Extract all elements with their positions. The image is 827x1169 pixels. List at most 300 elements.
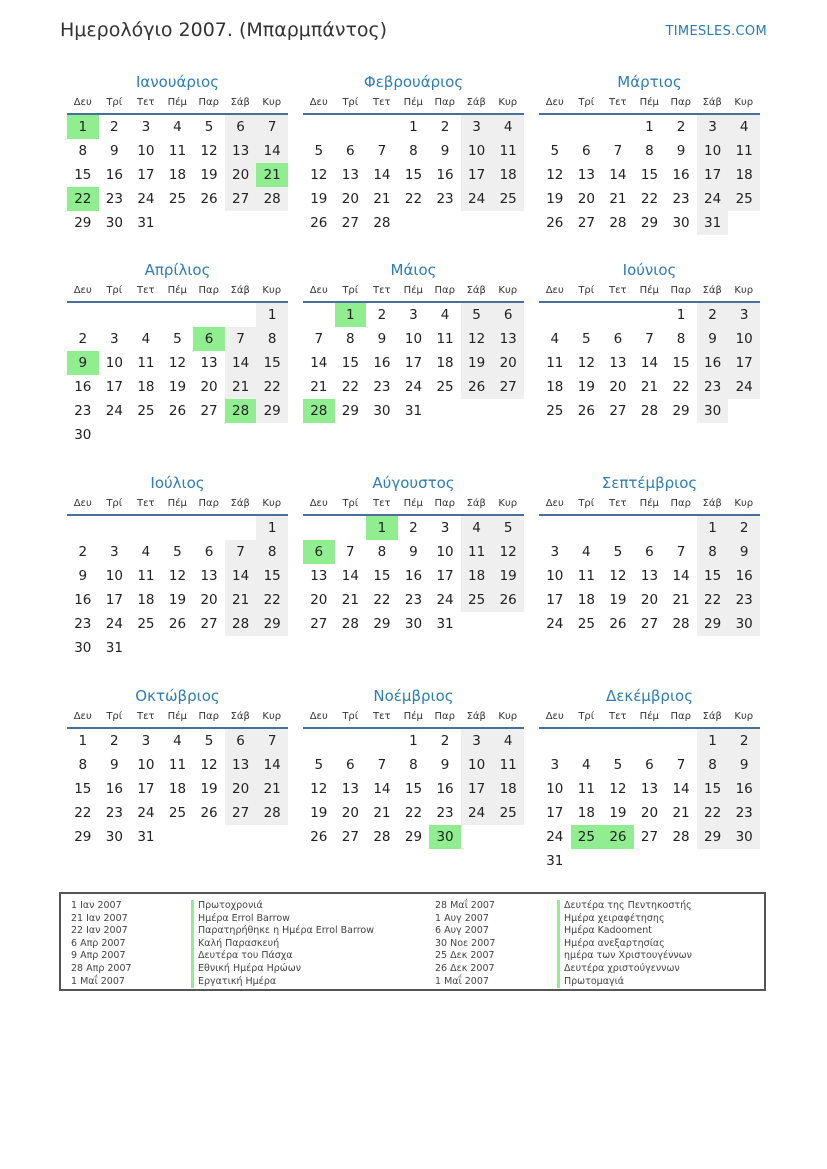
weekday-label: Σάβ bbox=[230, 285, 250, 296]
month-block bbox=[303, 70, 524, 235]
weekday-label: Δευ bbox=[545, 285, 564, 296]
month-name: Νοέμβριος bbox=[373, 687, 454, 705]
day-cell: 5 bbox=[173, 331, 182, 347]
legend-date: 25 Δεκ 2007 bbox=[435, 950, 495, 962]
day-cell: 11 bbox=[436, 331, 454, 347]
empty-cell bbox=[634, 729, 666, 753]
day-cell: 19 bbox=[168, 379, 187, 395]
empty-cell bbox=[665, 729, 697, 753]
day-cell: 3 bbox=[110, 331, 119, 347]
weekday-label: Τετ bbox=[372, 711, 391, 722]
day-cell: 26 bbox=[168, 616, 187, 632]
day-cell: 22 bbox=[404, 191, 423, 207]
day-cell: 8 bbox=[409, 143, 418, 159]
day-cell: 16 bbox=[728, 564, 760, 588]
day-cell: 22 bbox=[697, 588, 729, 612]
day-cell: 3 bbox=[141, 733, 151, 749]
day-cell: 23 bbox=[728, 801, 760, 825]
weekday-label: Δευ bbox=[545, 498, 564, 509]
day-cell: 18 bbox=[461, 564, 493, 588]
weekday-label: Τετ bbox=[136, 97, 155, 108]
day-cell: 22 bbox=[74, 805, 92, 821]
day-cell: 26 bbox=[200, 805, 218, 821]
weekday-label: Παρ bbox=[670, 285, 691, 296]
day-cell: 26 bbox=[492, 588, 524, 612]
empty-cell bbox=[162, 516, 194, 540]
weekday-header bbox=[67, 94, 288, 115]
day-cell: 28 bbox=[609, 215, 627, 231]
day-cell: 1 bbox=[697, 729, 729, 753]
weekday-label: Κυρ bbox=[734, 498, 754, 509]
day-cell: 9 bbox=[110, 143, 119, 159]
empty-cell bbox=[539, 115, 571, 139]
day-cell: 10 bbox=[461, 139, 493, 163]
day-cell: 7 bbox=[676, 544, 686, 560]
weekday-label: Πέμ bbox=[167, 711, 187, 722]
empty-cell bbox=[634, 849, 666, 873]
weekday-label: Δευ bbox=[309, 97, 328, 108]
day-cell: 12 bbox=[168, 568, 187, 584]
day-cell: 16 bbox=[74, 379, 92, 395]
day-cell: 10 bbox=[461, 753, 493, 777]
legend-date: 1 Αυγ 2007 bbox=[435, 912, 489, 924]
day-cell: 14 bbox=[640, 355, 659, 371]
day-cell: 5 bbox=[492, 516, 524, 540]
day-cell: 6 bbox=[225, 729, 257, 753]
empty-cell bbox=[193, 636, 225, 660]
day-cell: 4 bbox=[173, 733, 182, 749]
day-cell: 4 bbox=[582, 757, 591, 773]
day-cell: 19 bbox=[609, 592, 627, 608]
day-cell: 23 bbox=[436, 191, 454, 207]
day-cell: 24 bbox=[461, 187, 493, 211]
day-cell: 4 bbox=[141, 544, 151, 560]
day-cell: 21 bbox=[672, 805, 690, 821]
empty-cell bbox=[728, 849, 760, 873]
weekday-label: Παρ bbox=[434, 711, 455, 722]
weekday-label: Δευ bbox=[545, 711, 564, 722]
empty-cell bbox=[130, 516, 162, 540]
empty-cell bbox=[571, 729, 603, 753]
weekday-label: Παρ bbox=[434, 498, 455, 509]
weekday-label: Τετ bbox=[372, 97, 391, 108]
empty-cell bbox=[634, 516, 666, 540]
day-cell: 21 bbox=[640, 379, 659, 395]
day-cell: 31 bbox=[404, 403, 423, 419]
day-cell: 8 bbox=[697, 540, 729, 564]
day-cell: 14 bbox=[609, 167, 627, 183]
weekday-label: Τρί bbox=[578, 711, 595, 722]
day-cell: 28 bbox=[256, 187, 288, 211]
weekday-label: Τρί bbox=[342, 285, 359, 296]
empty-cell bbox=[366, 115, 398, 139]
day-cell: 1 bbox=[256, 303, 288, 327]
weekday-label: Κυρ bbox=[498, 97, 518, 108]
day-cell: 31 bbox=[546, 853, 564, 869]
day-cell: 13 bbox=[341, 167, 359, 183]
empty-cell bbox=[130, 423, 162, 447]
weekday-header bbox=[539, 495, 760, 516]
day-cell: 29 bbox=[74, 215, 92, 231]
empty-cell bbox=[461, 399, 493, 423]
day-cell: 17 bbox=[404, 355, 423, 371]
empty-cell bbox=[225, 636, 257, 660]
day-cell: 9 bbox=[440, 143, 450, 159]
day-cell: 12 bbox=[200, 143, 218, 159]
weekday-label: Τρί bbox=[106, 97, 123, 108]
day-cell: 8 bbox=[645, 143, 654, 159]
empty-cell bbox=[539, 729, 571, 753]
day-cell: 27 bbox=[310, 616, 328, 632]
day-cell: 11 bbox=[728, 139, 760, 163]
legend-holiday-name: Δευτέρα της Πεντηκοστής bbox=[557, 900, 692, 913]
day-cell: 20 bbox=[609, 379, 627, 395]
empty-cell bbox=[303, 303, 335, 327]
day-cell: 6 bbox=[225, 115, 257, 139]
weekday-label: Πέμ bbox=[167, 498, 187, 509]
empty-cell bbox=[225, 423, 257, 447]
weekday-label: Πέμ bbox=[639, 498, 659, 509]
day-cell: 24 bbox=[546, 616, 564, 632]
day-cell: 6 bbox=[346, 143, 355, 159]
empty-cell bbox=[634, 303, 666, 327]
day-cell: 20 bbox=[640, 592, 659, 608]
month-block bbox=[539, 70, 760, 235]
empty-cell bbox=[225, 303, 257, 327]
weekday-label: Τρί bbox=[578, 498, 595, 509]
day-cell: 10 bbox=[105, 355, 123, 371]
empty-cell bbox=[602, 729, 634, 753]
weekday-label: Κυρ bbox=[734, 711, 754, 722]
day-cell: 23 bbox=[105, 805, 123, 821]
day-cell: 29 bbox=[373, 616, 391, 632]
empty-cell bbox=[492, 399, 524, 423]
day-cell: 10 bbox=[105, 568, 123, 584]
day-cell: 16 bbox=[105, 167, 123, 183]
empty-cell bbox=[665, 516, 697, 540]
day-cell: 7 bbox=[346, 544, 355, 560]
day-cell: 24 bbox=[436, 592, 454, 608]
weekday-label: Σάβ bbox=[230, 498, 250, 509]
day-cell: 15 bbox=[672, 355, 690, 371]
day-cell: 20 bbox=[200, 592, 218, 608]
day-cell: 18 bbox=[492, 163, 524, 187]
day-cell: 10 bbox=[728, 327, 760, 351]
day-cell: 11 bbox=[461, 540, 493, 564]
day-cell: 5 bbox=[204, 733, 214, 749]
site-link[interactable]: TIMESLES.COM bbox=[665, 24, 767, 39]
day-cell: 1 bbox=[78, 733, 88, 749]
empty-cell bbox=[571, 516, 603, 540]
weekday-label: Δευ bbox=[309, 498, 328, 509]
day-cell: 11 bbox=[168, 757, 187, 773]
day-cell: 5 bbox=[461, 303, 493, 327]
legend-date: 22 Ιαν 2007 bbox=[71, 925, 128, 937]
weekday-header bbox=[67, 495, 288, 516]
day-cell: 15 bbox=[256, 351, 288, 375]
empty-cell bbox=[366, 729, 398, 753]
weekday-label: Δευ bbox=[73, 711, 92, 722]
empty-cell bbox=[162, 423, 194, 447]
empty-cell bbox=[602, 115, 634, 139]
day-cell: 18 bbox=[728, 163, 760, 187]
empty-cell bbox=[492, 612, 524, 636]
empty-cell bbox=[728, 211, 760, 235]
day-cell: 18 bbox=[492, 777, 524, 801]
day-cell: 29 bbox=[640, 215, 659, 231]
day-cell: 5 bbox=[314, 757, 324, 773]
weekday-label: Δευ bbox=[73, 498, 92, 509]
day-cell: 5 bbox=[613, 757, 623, 773]
day-cell: 26 bbox=[200, 191, 218, 207]
day-cell: 3 bbox=[697, 115, 729, 139]
empty-cell bbox=[602, 516, 634, 540]
day-cell: 10 bbox=[546, 568, 564, 584]
day-cell: 13 bbox=[640, 568, 659, 584]
day-cell: 4 bbox=[728, 115, 760, 139]
day-cell: 27 bbox=[609, 403, 627, 419]
day-cell: 19 bbox=[546, 191, 564, 207]
day-cell: 27 bbox=[225, 187, 257, 211]
day-cell: 8 bbox=[256, 540, 288, 564]
month-name: Ιούλιος bbox=[150, 474, 205, 492]
day-cell: 24 bbox=[137, 805, 155, 821]
day-cell: 22 bbox=[256, 375, 288, 399]
day-cell: 6 bbox=[303, 540, 335, 564]
day-cell: 30 bbox=[74, 427, 92, 443]
day-cell: 31 bbox=[697, 211, 729, 235]
day-cell: 10 bbox=[697, 139, 729, 163]
weekday-label: Παρ bbox=[198, 97, 219, 108]
empty-cell bbox=[130, 636, 162, 660]
day-grid bbox=[303, 115, 524, 235]
day-cell: 7 bbox=[256, 729, 288, 753]
month-block bbox=[67, 258, 288, 447]
month-name: Μάρτιος bbox=[617, 73, 682, 91]
day-cell: 4 bbox=[173, 119, 182, 135]
day-cell: 27 bbox=[577, 215, 595, 231]
holiday-legend bbox=[59, 892, 766, 991]
day-cell: 17 bbox=[137, 781, 155, 797]
weekday-label: Σάβ bbox=[230, 711, 250, 722]
day-cell: 15 bbox=[404, 167, 423, 183]
empty-cell bbox=[303, 115, 335, 139]
day-cell: 18 bbox=[577, 592, 595, 608]
day-cell: 2 bbox=[440, 733, 450, 749]
day-cell: 28 bbox=[256, 801, 288, 825]
day-cell: 15 bbox=[74, 167, 92, 183]
day-cell: 13 bbox=[310, 568, 328, 584]
weekday-label: Κυρ bbox=[734, 285, 754, 296]
day-cell: 6 bbox=[645, 757, 654, 773]
day-cell: 8 bbox=[78, 143, 88, 159]
empty-cell bbox=[398, 211, 430, 235]
day-cell: 4 bbox=[141, 331, 151, 347]
day-cell: 28 bbox=[373, 215, 391, 231]
day-cell: 31 bbox=[137, 829, 155, 845]
weekday-label: Πέμ bbox=[403, 498, 423, 509]
legend-holiday-name: Ημέρα Kadooment bbox=[557, 925, 652, 938]
day-cell: 17 bbox=[461, 777, 493, 801]
day-cell: 26 bbox=[577, 403, 595, 419]
day-cell: 18 bbox=[546, 379, 564, 395]
empty-cell bbox=[492, 825, 524, 849]
day-cell: 8 bbox=[697, 753, 729, 777]
day-cell: 24 bbox=[137, 191, 155, 207]
day-cell: 7 bbox=[645, 331, 654, 347]
weekday-label: Δευ bbox=[73, 285, 92, 296]
month-block bbox=[539, 684, 760, 873]
day-cell: 2 bbox=[728, 516, 760, 540]
day-cell: 21 bbox=[373, 191, 391, 207]
legend-date: 1 Μαΐ 2007 bbox=[435, 975, 489, 987]
day-cell: 17 bbox=[137, 167, 155, 183]
month-block bbox=[67, 684, 288, 849]
day-cell: 9 bbox=[377, 331, 387, 347]
empty-cell bbox=[162, 825, 194, 849]
day-cell: 12 bbox=[200, 757, 218, 773]
day-cell: 3 bbox=[461, 729, 493, 753]
empty-cell bbox=[162, 636, 194, 660]
day-cell: 19 bbox=[200, 781, 218, 797]
weekday-label: Κυρ bbox=[498, 498, 518, 509]
day-cell: 3 bbox=[141, 119, 151, 135]
legend-date: 1 Ιαν 2007 bbox=[71, 900, 122, 911]
weekday-label: Σάβ bbox=[702, 285, 722, 296]
day-cell: 30 bbox=[105, 829, 123, 845]
empty-cell bbox=[492, 211, 524, 235]
legend-holiday-name: Παρατηρήθηκε η Ημέρα Errol Barrow bbox=[191, 925, 374, 938]
month-block bbox=[303, 684, 524, 849]
day-cell: 17 bbox=[436, 568, 454, 584]
page-title: Ημερολόγιο 2007. (Μπαρμπάντος) bbox=[60, 19, 388, 41]
day-cell: 6 bbox=[193, 327, 225, 351]
weekday-label: Σάβ bbox=[702, 498, 722, 509]
empty-cell bbox=[303, 516, 335, 540]
day-cell: 16 bbox=[697, 351, 729, 375]
day-cell: 6 bbox=[346, 757, 355, 773]
empty-cell bbox=[429, 399, 461, 423]
day-cell: 1 bbox=[335, 303, 367, 327]
day-cell: 13 bbox=[492, 327, 524, 351]
day-cell: 4 bbox=[582, 544, 591, 560]
day-cell: 25 bbox=[571, 825, 603, 849]
weekday-header bbox=[539, 94, 760, 115]
weekday-label: Τρί bbox=[106, 498, 123, 509]
day-cell: 6 bbox=[613, 331, 623, 347]
day-cell: 12 bbox=[577, 355, 595, 371]
day-cell: 19 bbox=[492, 564, 524, 588]
day-cell: 20 bbox=[225, 777, 257, 801]
day-cell: 24 bbox=[404, 379, 423, 395]
day-cell: 9 bbox=[440, 757, 450, 773]
day-cell: 3 bbox=[550, 544, 560, 560]
day-cell: 20 bbox=[640, 805, 659, 821]
day-grid bbox=[303, 729, 524, 849]
day-cell: 23 bbox=[672, 191, 690, 207]
month-name: Απρίλιος bbox=[144, 261, 211, 279]
weekday-label: Σάβ bbox=[466, 97, 486, 108]
month-name: Μάιος bbox=[390, 261, 437, 279]
day-cell: 25 bbox=[492, 801, 524, 825]
empty-cell bbox=[461, 825, 493, 849]
day-cell: 23 bbox=[404, 592, 423, 608]
weekday-label: Τετ bbox=[136, 711, 155, 722]
day-cell: 25 bbox=[168, 805, 187, 821]
day-cell: 20 bbox=[225, 163, 257, 187]
day-cell: 16 bbox=[672, 167, 690, 183]
legend-date: 6 Απρ 2007 bbox=[71, 937, 126, 949]
day-cell: 15 bbox=[404, 781, 423, 797]
day-cell: 11 bbox=[492, 753, 524, 777]
weekday-label: Παρ bbox=[434, 97, 455, 108]
weekday-header bbox=[303, 282, 524, 303]
day-cell: 22 bbox=[672, 379, 690, 395]
day-cell: 5 bbox=[173, 544, 182, 560]
day-cell: 2 bbox=[78, 331, 88, 347]
empty-cell bbox=[99, 423, 131, 447]
day-cell: 4 bbox=[550, 331, 560, 347]
month-name: Δεκέμβριος bbox=[605, 687, 693, 705]
day-cell: 10 bbox=[436, 544, 454, 560]
day-cell: 7 bbox=[225, 540, 257, 564]
day-cell: 23 bbox=[105, 191, 123, 207]
day-cell: 26 bbox=[310, 829, 328, 845]
day-cell: 9 bbox=[697, 327, 729, 351]
day-cell: 14 bbox=[310, 355, 328, 371]
weekday-label: Πέμ bbox=[403, 97, 423, 108]
day-cell: 30 bbox=[105, 215, 123, 231]
day-cell: 21 bbox=[373, 805, 391, 821]
day-grid bbox=[539, 115, 760, 235]
day-cell: 12 bbox=[310, 781, 328, 797]
day-cell: 30 bbox=[672, 215, 690, 231]
day-cell: 14 bbox=[225, 564, 257, 588]
day-cell: 24 bbox=[461, 801, 493, 825]
empty-cell bbox=[602, 303, 634, 327]
empty-cell bbox=[99, 303, 131, 327]
weekday-header bbox=[303, 708, 524, 729]
weekday-label: Παρ bbox=[198, 498, 219, 509]
day-cell: 22 bbox=[256, 588, 288, 612]
day-cell: 2 bbox=[697, 303, 729, 327]
day-cell: 23 bbox=[728, 588, 760, 612]
day-cell: 5 bbox=[613, 544, 623, 560]
day-cell: 9 bbox=[78, 568, 88, 584]
legend-date: 6 Αυγ 2007 bbox=[435, 925, 489, 937]
day-cell: 12 bbox=[609, 781, 627, 797]
day-cell: 26 bbox=[168, 403, 187, 419]
day-cell: 12 bbox=[168, 355, 187, 371]
day-grid bbox=[539, 303, 760, 423]
day-cell: 22 bbox=[341, 379, 359, 395]
day-cell: 15 bbox=[640, 167, 659, 183]
weekday-label: Δευ bbox=[545, 97, 564, 108]
day-cell: 29 bbox=[404, 829, 423, 845]
empty-cell bbox=[193, 303, 225, 327]
empty-cell bbox=[162, 303, 194, 327]
day-cell: 10 bbox=[137, 143, 155, 159]
day-cell: 21 bbox=[256, 777, 288, 801]
day-cell: 21 bbox=[609, 191, 627, 207]
day-cell: 20 bbox=[341, 805, 359, 821]
day-cell: 17 bbox=[105, 379, 123, 395]
empty-cell bbox=[571, 303, 603, 327]
day-cell: 2 bbox=[409, 520, 418, 536]
day-cell: 20 bbox=[341, 191, 359, 207]
day-cell: 22 bbox=[640, 191, 659, 207]
day-cell: 18 bbox=[137, 379, 155, 395]
